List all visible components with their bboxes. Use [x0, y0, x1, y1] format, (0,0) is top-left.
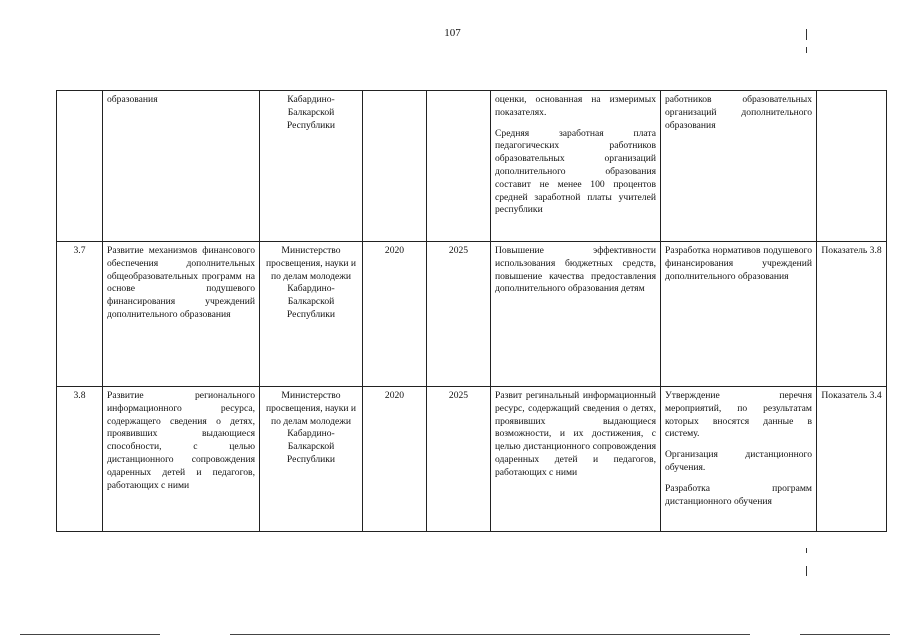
- scan-edge-line: [800, 634, 890, 635]
- expected-result: [491, 242, 661, 387]
- end-year: 2025: [427, 242, 491, 387]
- scan-mark: [806, 566, 807, 576]
- indicator-link: Показатель 3.8: [817, 242, 887, 387]
- table-row: [57, 242, 887, 387]
- start-year: 2020: [363, 387, 427, 532]
- end-year: 2025: [427, 387, 491, 532]
- direction-paragraph: Разработка программ дистанционного обучения: [665, 482, 812, 507]
- result-paragraph: Средняя заработная плата педагогических работников образовательных организаций дополнительного образования составит не менее 100 процентов средней заработной платы учителей республики: [495, 127, 656, 216]
- scan-mark: [806, 29, 807, 40]
- event-name: образования: [103, 91, 260, 242]
- result-paragraph: Развит регинальный информационный ресурс, содержащий сведения о детях, проявивших выдающиеся возможности, и их достижения, с целью дистанционного сопровождения одаренных детей и педагогов, работающих с ними: [495, 390, 656, 478]
- direction-paragraph: Утверждение перечня мероприятий, по результатам которых вносятся данные в систему.: [665, 390, 812, 440]
- indicator-link: Показатель 3.4: [817, 387, 887, 532]
- row-number: [57, 91, 103, 242]
- row-number: 3.7: [57, 242, 103, 387]
- direction-paragraph: Организация дистанционного обучения.: [665, 449, 812, 473]
- main-directions: [661, 91, 817, 242]
- indicator-link: [817, 91, 887, 242]
- scan-edge-line: [230, 634, 750, 635]
- end-year: [427, 91, 491, 242]
- main-directions: [661, 387, 817, 532]
- table-row: [57, 387, 887, 532]
- expected-result: [491, 387, 661, 532]
- scan-mark: [806, 548, 807, 553]
- direction-paragraph: Разработка нормативов подушевого финансирования учреждений дополнительного образования: [665, 245, 812, 282]
- scan-mark: [806, 47, 807, 53]
- row-number: 3.8: [57, 387, 103, 532]
- direction-paragraph: работников образовательных организаций дополнительного образования: [665, 94, 812, 131]
- scan-edge-line: [20, 634, 160, 635]
- event-name: Развитие регионального информационного ресурса, содержащего сведения о детях, проявивших выдающиеся способности, с целью дистанционного сопровождения одаренных детей и педагогов, работающих с ними: [103, 387, 260, 532]
- start-year: 2020: [363, 242, 427, 387]
- executor: Министерство просвещения, науки и по делам молодежи Кабардино-Балкарской Республики: [260, 387, 363, 532]
- start-year: [363, 91, 427, 242]
- table-row: [57, 91, 887, 242]
- main-directions: [661, 242, 817, 387]
- result-paragraph: Повышение эффективности использования бюджетных средств, повышение качества предоставления дополнительного образования детям: [495, 245, 656, 295]
- executor: Кабардино-Балкарской Республики: [260, 91, 363, 242]
- measures-table: [56, 90, 887, 532]
- result-paragraph: оценки, основанная на измеримых показателях.: [495, 94, 656, 118]
- event-name: Развитие механизмов финансового обеспечения дополнительных общеобразовательных программ на основе подушевого финансирования учреждений дополнительного образования: [103, 242, 260, 387]
- executor: Министерство просвещения, науки и по делам молодежи Кабардино-Балкарской Республики: [260, 242, 363, 387]
- page-number: 107: [444, 27, 461, 39]
- expected-result: [491, 91, 661, 242]
